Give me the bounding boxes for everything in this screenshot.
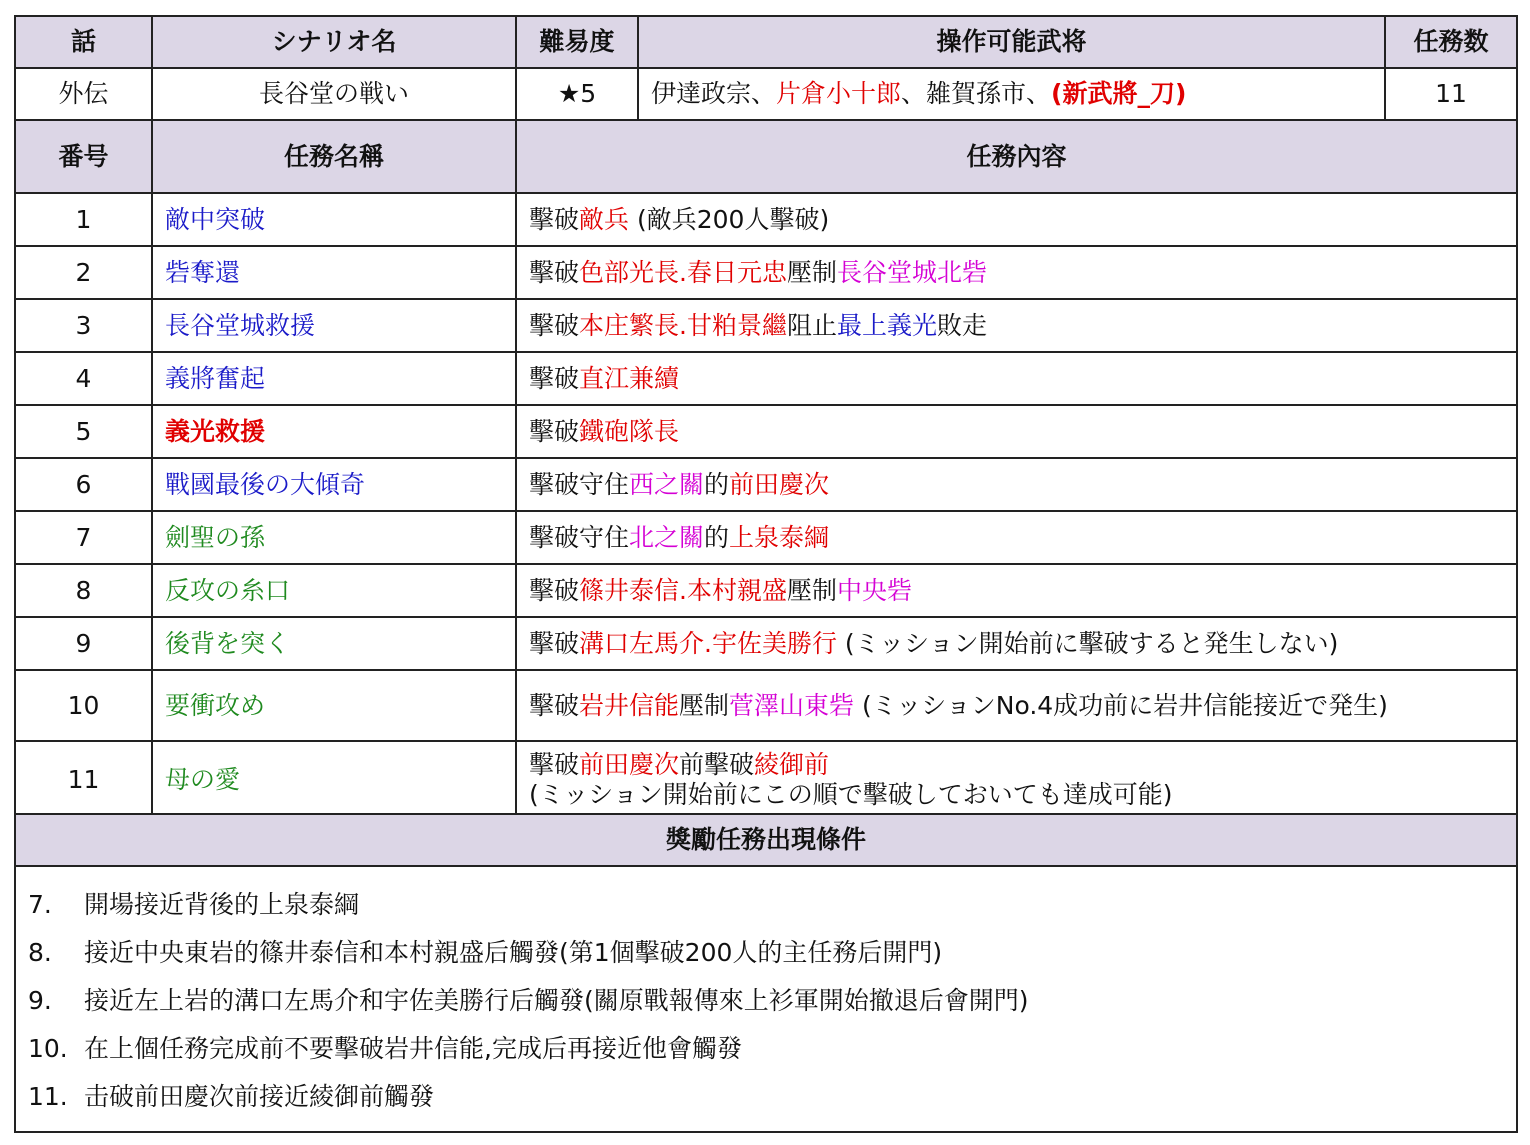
table-row [15,246,1517,299]
bonus-note-text: 接近中央東岩的篠井泰信和本村親盛后觸發(第1個擊破200人的主任務后開門) [84,938,943,967]
mission-content [516,299,1517,352]
table-row [15,405,1517,458]
table-row [15,617,1517,670]
bonus-table [14,813,1518,1133]
mission-number: 10 [15,670,152,741]
content-segment: 本庄繁長.甘粕景繼 [579,310,787,340]
table-row [15,458,1517,511]
content-segment: 中央砦 [836,575,912,605]
content-segment: 壓制 [786,575,837,605]
content-segment: 的 [704,522,730,552]
mission-name: 敵中突破 [152,193,516,246]
content-segment: (ミッション開始前に擊破すると発生しない) [836,628,1339,658]
table-row [15,670,1517,741]
mission-number: 1 [15,193,152,246]
content-segment: 西之關 [629,469,705,499]
header-number: 番号 [15,120,152,193]
content-segment: (ミッション開始前にこの順で擊破しておいても達成可能) [529,779,1173,809]
bonus-note-number: 10. [28,1034,68,1063]
content-segment: 擊破守住 [529,522,630,552]
content-segment: 鐵砲隊長 [579,416,680,446]
header-mission-name: 任務名稱 [152,120,516,193]
bonus-note-text: 在上個任務完成前不要擊破岩井信能,完成后再接近他會觸發 [84,1034,742,1063]
bonus-note-number: 11. [28,1082,68,1111]
mission-content [516,741,1517,818]
mission-content [516,617,1517,670]
mission-content [516,511,1517,564]
content-segment: 壓制 [786,257,837,287]
mission-number: 8 [15,564,152,617]
generals-segment: (新武將_刀) [1051,79,1187,108]
scenario-name: 長谷堂の戦い [152,68,516,120]
mission-number: 2 [15,246,152,299]
table-row [15,352,1517,405]
mission-name: 砦奪還 [152,246,516,299]
mission-content [516,405,1517,458]
mission-number: 7 [15,511,152,564]
bonus-note-number: 7. [28,890,52,919]
content-segment: 最上義光 [836,310,937,340]
mission-number: 3 [15,299,152,352]
content-segment: 前田慶次 [729,469,830,499]
content-segment: 篠井泰信.本村親盛 [579,575,787,605]
scenario-row [15,68,1517,120]
content-segment: 擊破 [529,575,580,605]
mission-header-row [15,120,1517,193]
mission-name: 戰國最後の大傾奇 [152,458,516,511]
bonus-header-row [15,814,1517,866]
content-segment: 擊破守住 [529,469,630,499]
bonus-note-number: 9. [28,986,52,1015]
mission-name: 後背を突く [152,617,516,670]
bonus-note [28,1025,1504,1073]
content-segment: 敗走 [937,310,988,340]
content-segment: 岩井信能 [579,690,680,720]
table-row [15,193,1517,246]
content-segment: 擊破 [529,363,580,393]
scenario-mission-count: 11 [1385,68,1517,120]
table-row [15,564,1517,617]
content-segment: 前擊破 [679,749,755,779]
content-segment: 阻止 [786,310,837,340]
mission-number: 6 [15,458,152,511]
bonus-title: 獎勵任務出現條件 [15,814,1517,866]
content-segment: 的 [704,469,730,499]
mission-name: 義光救援 [152,405,516,458]
mission-name: 要衝攻め [152,670,516,741]
mission-name: 長谷堂城救援 [152,299,516,352]
scenario-difficulty: ★5 [516,68,638,120]
content-segment: 擊破 [529,310,580,340]
table-row [15,511,1517,564]
mission-name: 義將奮起 [152,352,516,405]
content-segment: 溝口左馬介.宇佐美勝行 [579,628,837,658]
mission-content [516,193,1517,246]
bonus-note-text: 接近左上岩的溝口左馬介和宇佐美勝行后觸發(關原戰報傳來上衫軍開始撤退后會開門) [84,986,1029,1015]
mission-number: 11 [15,741,152,818]
scenario-header-row [15,16,1517,68]
header-mission-content: 任務內容 [516,120,1517,193]
mission-content [516,246,1517,299]
bonus-note [28,881,1504,929]
bonus-note [28,929,1504,977]
mission-name: 劍聖の孫 [152,511,516,564]
content-segment: 擊破 [529,628,580,658]
content-segment: 上泉泰綱 [729,522,830,552]
bonus-notes [15,866,1517,1132]
mission-number: 9 [15,617,152,670]
mission-content [516,670,1517,741]
content-segment: 綾御前 [754,749,830,779]
mission-content [516,352,1517,405]
content-segment: (ミッションNo.4成功前に岩井信能接近で発生) [854,690,1388,720]
mission-content [516,458,1517,511]
content-segment: 北之關 [629,522,705,552]
content-segment: 壓制 [679,690,730,720]
header-scenario-name: シナリオ名 [152,16,516,68]
content-segment: (敵兵200人擊破) [629,204,830,234]
content-segment: 擊破 [529,749,580,779]
content-segment: 擊破 [529,416,580,446]
generals-segment: 伊達政宗、 [651,79,777,108]
mission-number: 5 [15,405,152,458]
bonus-notes-row [15,866,1517,1132]
mission-name: 反攻の糸口 [152,564,516,617]
table-row [15,299,1517,352]
content-segment: 敵兵 [579,204,630,234]
header-mission-count: 任務数 [1385,16,1517,68]
content-segment: 擊破 [529,690,580,720]
scenario-table [14,15,1518,121]
table-row [15,741,1517,818]
generals-segment: 、雑賀孫市、 [901,79,1052,108]
scenario-episode: 外伝 [15,68,152,120]
bonus-note [28,1073,1504,1121]
generals-segment: 片倉小十郎 [776,79,902,108]
mission-number: 4 [15,352,152,405]
mission-name: 母の愛 [152,741,516,818]
content-segment: 長谷堂城北砦 [836,257,987,287]
content-segment: 色部光長.春日元忠 [579,257,787,287]
content-segment: 菅澤山東砦 [729,690,855,720]
bonus-note-number: 8. [28,938,52,967]
content-segment: 直江兼續 [579,363,680,393]
header-difficulty: 難易度 [516,16,638,68]
content-segment: 擊破 [529,257,580,287]
content-segment: 前田慶次 [579,749,680,779]
header-episode: 話 [15,16,152,68]
mission-table [14,119,1518,819]
bonus-note [28,977,1504,1025]
mission-content [516,564,1517,617]
header-generals: 操作可能武将 [638,16,1385,68]
bonus-note-text: 開場接近背後的上泉泰綱 [84,890,360,919]
content-segment: 擊破 [529,204,580,234]
scenario-generals [638,68,1385,120]
bonus-note-text: 击破前田慶次前接近綾御前觸發 [84,1082,435,1111]
